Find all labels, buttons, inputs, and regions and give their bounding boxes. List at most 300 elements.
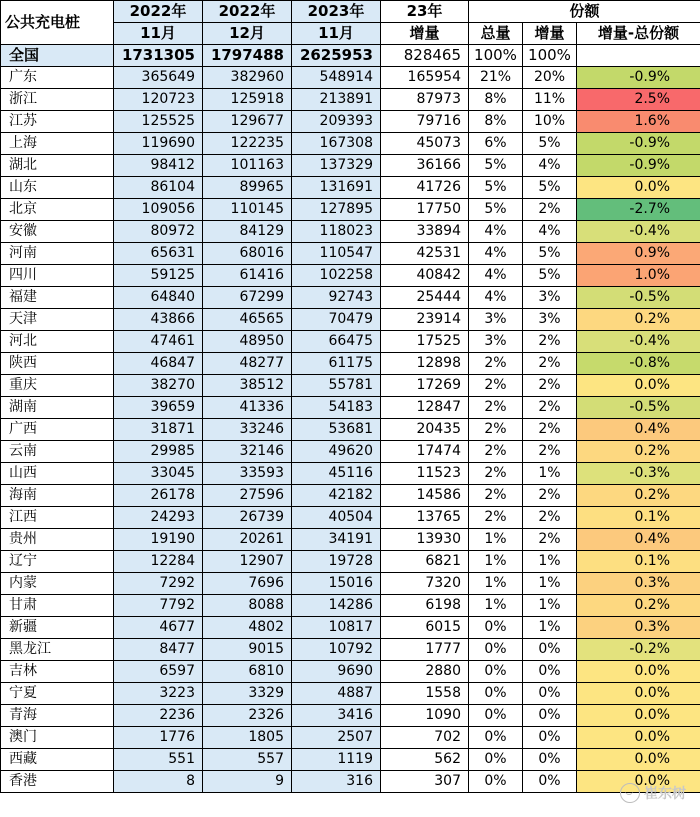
value-2022-11: 120723 — [114, 89, 203, 111]
watermark — [620, 783, 686, 803]
share-total: 0% — [469, 639, 523, 661]
share-diff: 0.4% — [577, 529, 700, 551]
value-2022-11: 551 — [114, 749, 203, 771]
share-diff: 0.0% — [577, 683, 700, 705]
value-2022-12: 382960 — [203, 67, 292, 89]
table-row — [1, 309, 700, 331]
share-increment: 0% — [523, 639, 577, 661]
increment-value: 702 — [381, 727, 469, 749]
value-2023-11: 14286 — [292, 595, 381, 617]
table-row — [1, 441, 700, 463]
increment-value: 11523 — [381, 463, 469, 485]
value-2022-11: 119690 — [114, 133, 203, 155]
share-total: 0% — [469, 617, 523, 639]
share-increment: 1% — [523, 617, 577, 639]
value-2022-12: 89965 — [203, 177, 292, 199]
value-2023-11: 127895 — [292, 199, 381, 221]
share-total: 0% — [469, 661, 523, 683]
increment-value: 1777 — [381, 639, 469, 661]
value-2022-11: 29985 — [114, 441, 203, 463]
share-diff: 0.9% — [577, 243, 700, 265]
share-increment: 3% — [523, 287, 577, 309]
increment-value: 6821 — [381, 551, 469, 573]
increment-value: 1558 — [381, 683, 469, 705]
national-share-inc: 100% — [523, 45, 577, 67]
share-increment: 4% — [523, 221, 577, 243]
value-2022-12: 84129 — [203, 221, 292, 243]
share-total: 4% — [469, 265, 523, 287]
share-diff: 2.5% — [577, 89, 700, 111]
table-row — [1, 771, 700, 793]
value-2022-12: 8088 — [203, 595, 292, 617]
share-diff: -0.3% — [577, 463, 700, 485]
share-increment: 2% — [523, 419, 577, 441]
province-name: 贵州 — [1, 529, 114, 551]
increment-value: 41726 — [381, 177, 469, 199]
header-col2-top: 2022年 — [203, 1, 292, 23]
table-row — [1, 507, 700, 529]
table-row — [1, 353, 700, 375]
value-2022-11: 12284 — [114, 551, 203, 573]
header-col4-bottom: 增量 — [381, 23, 469, 45]
share-total: 8% — [469, 111, 523, 133]
province-name: 湖南 — [1, 397, 114, 419]
share-total: 2% — [469, 353, 523, 375]
share-increment: 11% — [523, 89, 577, 111]
value-2023-11: 213891 — [292, 89, 381, 111]
province-name: 内蒙 — [1, 573, 114, 595]
share-total: 8% — [469, 89, 523, 111]
value-2022-12: 7696 — [203, 573, 292, 595]
value-2022-12: 110145 — [203, 199, 292, 221]
share-diff: -0.9% — [577, 67, 700, 89]
share-total: 0% — [469, 683, 523, 705]
share-increment: 5% — [523, 243, 577, 265]
share-diff: -0.4% — [577, 331, 700, 353]
increment-value: 40842 — [381, 265, 469, 287]
value-2023-11: 10817 — [292, 617, 381, 639]
value-2022-12: 68016 — [203, 243, 292, 265]
province-name: 黑龙江 — [1, 639, 114, 661]
share-increment: 4% — [523, 155, 577, 177]
header-col2-bottom: 12月 — [203, 23, 292, 45]
value-2022-11: 86104 — [114, 177, 203, 199]
header-share-diff: 增量-总份额 — [577, 23, 700, 45]
value-2023-11: 4887 — [292, 683, 381, 705]
value-2023-11: 34191 — [292, 529, 381, 551]
province-name: 浙江 — [1, 89, 114, 111]
table-row — [1, 573, 700, 595]
share-diff: -0.5% — [577, 287, 700, 309]
province-name: 福建 — [1, 287, 114, 309]
province-name: 吉林 — [1, 661, 114, 683]
increment-value: 12898 — [381, 353, 469, 375]
share-diff: -0.4% — [577, 221, 700, 243]
national-v2022-11: 1731305 — [114, 45, 203, 67]
national-share-total: 100% — [469, 45, 523, 67]
value-2022-12: 9015 — [203, 639, 292, 661]
table-row — [1, 529, 700, 551]
value-2023-11: 102258 — [292, 265, 381, 287]
value-2023-11: 19728 — [292, 551, 381, 573]
share-increment: 1% — [523, 595, 577, 617]
share-increment: 2% — [523, 353, 577, 375]
table-row — [1, 331, 700, 353]
table-row — [1, 727, 700, 749]
value-2022-11: 65631 — [114, 243, 203, 265]
share-diff: -2.7% — [577, 199, 700, 221]
province-name: 甘肃 — [1, 595, 114, 617]
table-row — [1, 661, 700, 683]
share-total: 4% — [469, 287, 523, 309]
value-2023-11: 1119 — [292, 749, 381, 771]
value-2022-12: 2326 — [203, 705, 292, 727]
value-2023-11: 53681 — [292, 419, 381, 441]
value-2023-11: 2507 — [292, 727, 381, 749]
share-total: 5% — [469, 199, 523, 221]
share-increment: 0% — [523, 683, 577, 705]
province-name: 四川 — [1, 265, 114, 287]
increment-value: 13765 — [381, 507, 469, 529]
share-increment: 5% — [523, 177, 577, 199]
increment-value: 1090 — [381, 705, 469, 727]
share-increment: 2% — [523, 507, 577, 529]
share-total: 3% — [469, 309, 523, 331]
increment-value: 17474 — [381, 441, 469, 463]
value-2022-12: 67299 — [203, 287, 292, 309]
share-diff: 0.1% — [577, 551, 700, 573]
value-2022-11: 47461 — [114, 331, 203, 353]
increment-value: 307 — [381, 771, 469, 793]
province-name: 西藏 — [1, 749, 114, 771]
share-diff: 0.2% — [577, 441, 700, 463]
share-diff: -0.5% — [577, 397, 700, 419]
value-2022-12: 122235 — [203, 133, 292, 155]
value-2022-11: 98412 — [114, 155, 203, 177]
table-row — [1, 155, 700, 177]
share-total: 0% — [469, 727, 523, 749]
table-row — [1, 683, 700, 705]
increment-value: 17269 — [381, 375, 469, 397]
value-2023-11: 10792 — [292, 639, 381, 661]
share-diff: 0.0% — [577, 771, 700, 793]
value-2022-12: 101163 — [203, 155, 292, 177]
share-diff: 0.0% — [577, 661, 700, 683]
share-diff: -0.9% — [577, 133, 700, 155]
value-2023-11: 40504 — [292, 507, 381, 529]
header-share-total: 总量 — [469, 23, 523, 45]
increment-value: 87973 — [381, 89, 469, 111]
increment-value: 7320 — [381, 573, 469, 595]
province-name: 天津 — [1, 309, 114, 331]
table-row — [1, 463, 700, 485]
province-name: 陕西 — [1, 353, 114, 375]
header-col3-bottom: 11月 — [292, 23, 381, 45]
share-increment: 5% — [523, 265, 577, 287]
share-increment: 2% — [523, 397, 577, 419]
province-name: 海南 — [1, 485, 114, 507]
share-increment: 1% — [523, 463, 577, 485]
province-name: 青海 — [1, 705, 114, 727]
increment-value: 17750 — [381, 199, 469, 221]
increment-value: 12847 — [381, 397, 469, 419]
increment-value: 17525 — [381, 331, 469, 353]
share-total: 0% — [469, 749, 523, 771]
value-2022-12: 557 — [203, 749, 292, 771]
value-2022-11: 26178 — [114, 485, 203, 507]
wechat-icon — [620, 783, 640, 803]
table-row — [1, 243, 700, 265]
share-total: 5% — [469, 177, 523, 199]
province-name: 湖北 — [1, 155, 114, 177]
header-col3-top: 2023年 — [292, 1, 381, 23]
increment-value: 25444 — [381, 287, 469, 309]
share-diff: 1.0% — [577, 265, 700, 287]
value-2022-12: 48950 — [203, 331, 292, 353]
value-2022-11: 31871 — [114, 419, 203, 441]
value-2023-11: 131691 — [292, 177, 381, 199]
value-2022-12: 129677 — [203, 111, 292, 133]
value-2022-11: 2236 — [114, 705, 203, 727]
province-name: 新疆 — [1, 617, 114, 639]
share-diff: 0.1% — [577, 507, 700, 529]
province-name: 江苏 — [1, 111, 114, 133]
value-2023-11: 54183 — [292, 397, 381, 419]
table-row — [1, 551, 700, 573]
share-diff: 0.0% — [577, 375, 700, 397]
table-row — [1, 617, 700, 639]
value-2023-11: 137329 — [292, 155, 381, 177]
increment-value: 23914 — [381, 309, 469, 331]
share-diff: -0.2% — [577, 639, 700, 661]
province-name: 云南 — [1, 441, 114, 463]
share-increment: 1% — [523, 551, 577, 573]
value-2022-11: 64840 — [114, 287, 203, 309]
value-2022-12: 26739 — [203, 507, 292, 529]
value-2022-12: 61416 — [203, 265, 292, 287]
value-2022-12: 41336 — [203, 397, 292, 419]
share-increment: 0% — [523, 661, 577, 683]
value-2022-11: 8 — [114, 771, 203, 793]
increment-value: 2880 — [381, 661, 469, 683]
value-2022-12: 33593 — [203, 463, 292, 485]
value-2022-11: 80972 — [114, 221, 203, 243]
value-2022-12: 3329 — [203, 683, 292, 705]
value-2022-11: 7292 — [114, 573, 203, 595]
value-2022-11: 39659 — [114, 397, 203, 419]
share-increment: 0% — [523, 705, 577, 727]
value-2023-11: 118023 — [292, 221, 381, 243]
value-2022-11: 4677 — [114, 617, 203, 639]
province-name: 澳门 — [1, 727, 114, 749]
province-name: 北京 — [1, 199, 114, 221]
increment-value: 6015 — [381, 617, 469, 639]
share-total: 3% — [469, 331, 523, 353]
value-2022-11: 43866 — [114, 309, 203, 331]
share-diff: 0.3% — [577, 573, 700, 595]
share-diff: 0.0% — [577, 177, 700, 199]
value-2022-11: 46847 — [114, 353, 203, 375]
share-total: 2% — [469, 419, 523, 441]
value-2023-11: 55781 — [292, 375, 381, 397]
share-increment: 1% — [523, 573, 577, 595]
increment-value: 45073 — [381, 133, 469, 155]
share-diff: 0.0% — [577, 727, 700, 749]
share-increment: 20% — [523, 67, 577, 89]
share-total: 0% — [469, 705, 523, 727]
province-name: 重庆 — [1, 375, 114, 397]
share-total: 2% — [469, 507, 523, 529]
share-increment: 2% — [523, 331, 577, 353]
share-diff: 0.2% — [577, 485, 700, 507]
share-total: 5% — [469, 155, 523, 177]
value-2022-12: 38512 — [203, 375, 292, 397]
national-v2023-11: 2625953 — [292, 45, 381, 67]
value-2022-12: 4802 — [203, 617, 292, 639]
header-row-1 — [1, 1, 700, 23]
table-row — [1, 67, 700, 89]
share-increment: 3% — [523, 309, 577, 331]
table-body — [1, 45, 700, 793]
table-row — [1, 177, 700, 199]
value-2022-11: 8477 — [114, 639, 203, 661]
province-name: 河南 — [1, 243, 114, 265]
value-2022-12: 46565 — [203, 309, 292, 331]
province-name: 广东 — [1, 67, 114, 89]
increment-value: 6198 — [381, 595, 469, 617]
share-diff: 0.4% — [577, 419, 700, 441]
value-2023-11: 61175 — [292, 353, 381, 375]
value-2023-11: 92743 — [292, 287, 381, 309]
header-share-increment: 增量 — [523, 23, 577, 45]
value-2022-12: 12907 — [203, 551, 292, 573]
value-2023-11: 70479 — [292, 309, 381, 331]
increment-value: 79716 — [381, 111, 469, 133]
province-name: 宁夏 — [1, 683, 114, 705]
increment-value: 165954 — [381, 67, 469, 89]
table-row — [1, 287, 700, 309]
value-2022-11: 125525 — [114, 111, 203, 133]
value-2022-11: 7792 — [114, 595, 203, 617]
province-name: 河北 — [1, 331, 114, 353]
value-2022-12: 27596 — [203, 485, 292, 507]
province-name: 江西 — [1, 507, 114, 529]
share-total: 2% — [469, 485, 523, 507]
share-diff: -0.9% — [577, 155, 700, 177]
table-row — [1, 639, 700, 661]
increment-value: 14586 — [381, 485, 469, 507]
share-increment: 2% — [523, 199, 577, 221]
share-total: 4% — [469, 243, 523, 265]
value-2022-12: 32146 — [203, 441, 292, 463]
table-row — [1, 749, 700, 771]
value-2022-11: 6597 — [114, 661, 203, 683]
national-v2022-12: 1797488 — [203, 45, 292, 67]
value-2023-11: 9690 — [292, 661, 381, 683]
value-2022-11: 3223 — [114, 683, 203, 705]
value-2022-12: 1805 — [203, 727, 292, 749]
national-diff — [577, 45, 700, 67]
value-2023-11: 167308 — [292, 133, 381, 155]
value-2023-11: 15016 — [292, 573, 381, 595]
value-2022-11: 59125 — [114, 265, 203, 287]
province-name: 辽宁 — [1, 551, 114, 573]
value-2023-11: 110547 — [292, 243, 381, 265]
value-2022-11: 33045 — [114, 463, 203, 485]
share-increment: 2% — [523, 375, 577, 397]
province-name: 广西 — [1, 419, 114, 441]
share-increment: 2% — [523, 529, 577, 551]
value-2023-11: 316 — [292, 771, 381, 793]
value-2023-11: 45116 — [292, 463, 381, 485]
province-name: 山西 — [1, 463, 114, 485]
header-col1-top: 2022年 — [114, 1, 203, 23]
value-2023-11: 548914 — [292, 67, 381, 89]
increment-value: 562 — [381, 749, 469, 771]
share-diff: 0.3% — [577, 617, 700, 639]
share-diff: 0.0% — [577, 749, 700, 771]
share-total: 4% — [469, 221, 523, 243]
share-increment: 0% — [523, 771, 577, 793]
share-increment: 2% — [523, 441, 577, 463]
share-diff: -0.8% — [577, 353, 700, 375]
table-row — [1, 595, 700, 617]
share-total: 1% — [469, 573, 523, 595]
share-total: 1% — [469, 595, 523, 617]
share-total: 6% — [469, 133, 523, 155]
share-increment: 10% — [523, 111, 577, 133]
share-total: 2% — [469, 441, 523, 463]
share-total: 2% — [469, 463, 523, 485]
table-row — [1, 485, 700, 507]
share-total: 0% — [469, 771, 523, 793]
share-diff: 0.2% — [577, 595, 700, 617]
province-name: 上海 — [1, 133, 114, 155]
table-row — [1, 221, 700, 243]
increment-value: 33894 — [381, 221, 469, 243]
value-2022-12: 48277 — [203, 353, 292, 375]
share-increment: 0% — [523, 727, 577, 749]
watermark-text: 崔东树 — [644, 786, 686, 802]
value-2022-12: 20261 — [203, 529, 292, 551]
value-2023-11: 3416 — [292, 705, 381, 727]
table-row — [1, 133, 700, 155]
value-2022-12: 6810 — [203, 661, 292, 683]
share-total: 1% — [469, 529, 523, 551]
value-2023-11: 66475 — [292, 331, 381, 353]
table-row — [1, 265, 700, 287]
value-2022-11: 38270 — [114, 375, 203, 397]
province-name: 香港 — [1, 771, 114, 793]
increment-value: 36166 — [381, 155, 469, 177]
table-row — [1, 199, 700, 221]
national-name: 全国 — [1, 45, 114, 67]
table-row — [1, 375, 700, 397]
increment-value: 20435 — [381, 419, 469, 441]
header-col1-bottom: 11月 — [114, 23, 203, 45]
table-row — [1, 111, 700, 133]
province-name: 安徽 — [1, 221, 114, 243]
table-row — [1, 419, 700, 441]
increment-value: 42531 — [381, 243, 469, 265]
table-row — [1, 397, 700, 419]
header-col4-top: 23年 — [381, 1, 469, 23]
share-total: 1% — [469, 551, 523, 573]
share-increment: 2% — [523, 485, 577, 507]
value-2022-11: 365649 — [114, 67, 203, 89]
value-2023-11: 209393 — [292, 111, 381, 133]
share-increment: 5% — [523, 133, 577, 155]
